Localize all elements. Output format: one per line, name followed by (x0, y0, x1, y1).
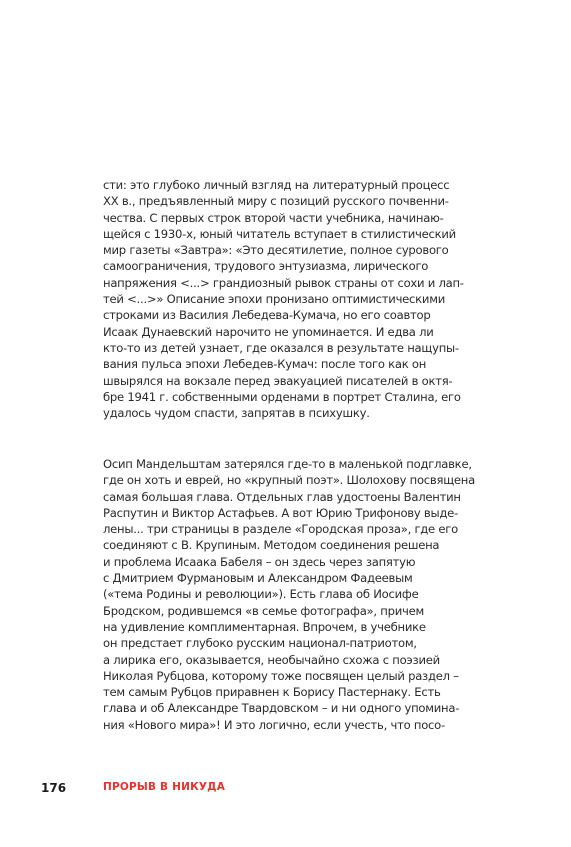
text-line: удалось чудом спасти, запрятав в психушку. (103, 406, 370, 421)
paragraph-1 (103, 177, 463, 421)
text-line: бре 1941 г. собственными орденами в портрет Сталина, его (103, 389, 461, 404)
text-line: ния «Нового мира»! И это логично, если учесть, что посо- (103, 717, 445, 732)
text-line: Распутин и Виктор Астафьев. А вот Юрию Трифонову выде- (103, 505, 459, 520)
running-title: ПРОРЫВ В НИКУДА (103, 781, 226, 793)
text-line: вания пульса эпохи Лебедев-Кумач: после того как он (103, 357, 427, 372)
text-line: самоограничения, трудового энтузиазма, лирического (103, 259, 429, 274)
text-line: он предстает глубоко русским национал-патриотом, (103, 636, 417, 651)
page-footer (41, 779, 226, 795)
text-line: тем самым Рубцов приравнен к Борису Пастернаку. Есть (103, 685, 441, 700)
text-line: XX в., предъявленный миру с позиций русского почвенни- (103, 194, 449, 209)
text-line: кто-то из детей узнает, где оказался в результате нащупы- (103, 340, 459, 355)
text-line: («тема Родины и революции»). Есть глава об Иосифе (103, 587, 419, 602)
page-number: 176 (41, 781, 67, 795)
text-line: и проблема Исаака Бабеля – он здесь через запятую (103, 554, 416, 569)
text-line: Осип Мандельштам затерялся где-то в маленькой подглавке, (103, 457, 472, 471)
text-line: глава и об Александре Твардовском – и ни одного упомина- (103, 701, 460, 716)
text-line: мир газеты «Завтра»: «Это десятилетие, полное сурового (103, 243, 449, 258)
text-line: тей <...>» Описание эпохи пронизано оптимистическими (103, 292, 445, 307)
text-line: напряжения <...> грандиозный рывок страны от сохи и лап- (103, 275, 464, 290)
text-line: самая большая глава. Отдельных глав удостоены Валентин (103, 489, 461, 504)
text-line: Бродском, родившемся «в семье фотографа», причем (103, 603, 424, 618)
text-line: Исаак Дунаевский нарочито не упоминается. И едва ли (103, 324, 434, 339)
text-line: щейся с 1930-х, юный читатель вступает в стилистический (103, 226, 456, 241)
text-line: на удивление комплиментарная. Впрочем, в учебнике (103, 619, 426, 634)
text-line: соединяют с В. Крупиным. Методом соединения решена (103, 538, 440, 553)
text-line: где он хоть и еврей, но «крупный поэт». Шолохову посвящена (103, 473, 475, 488)
text-line: швырялся на вокзале перед эвакуацией писателей в октя- (103, 373, 453, 388)
text-line: с Дмитрием Фурмановым и Александром Фадеевым (103, 571, 413, 586)
text-line: строками из Василия Лебедева-Кумача, но его соавтор (103, 308, 431, 323)
paragraph-2 (103, 456, 475, 733)
text-line: чества. С первых строк второй части учебника, начинаю- (103, 210, 444, 225)
text-line: а лирика его, оказывается, необычайно схожа с поэзией (103, 652, 440, 667)
text-line: лены... три страницы в разделе «Городская проза», где его (103, 522, 458, 537)
text-line: сти: это глубоко личный взгляд на литературный процесс (103, 178, 450, 192)
text-line: Николая Рубцова, которому тоже посвящен целый раздел – (103, 668, 459, 683)
